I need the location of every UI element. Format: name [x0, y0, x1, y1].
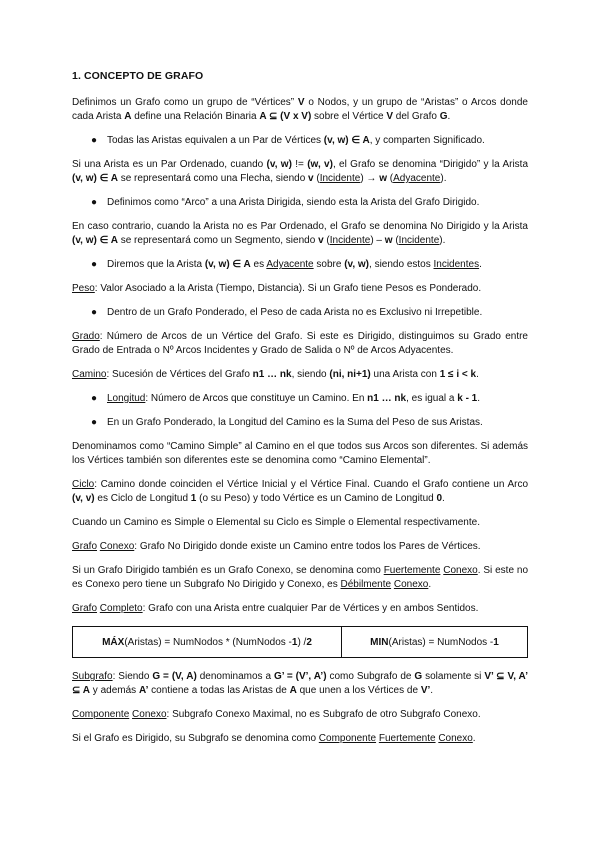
term: V — [386, 111, 393, 122]
underlined-term: Incidente — [319, 173, 361, 184]
formula-max-aristas — [73, 627, 342, 657]
term: (v, w) ∈ A — [323, 135, 370, 146]
paragraph-ciclo — [72, 478, 528, 506]
text: Si un Grafo Dirigido también es un Grafo Conexo, se denomina como — [72, 565, 384, 576]
paragraph-fuertemente-conexo — [72, 564, 528, 592]
text: se representará como un Segmento, siendo — [117, 235, 319, 246]
term: (v, w) — [344, 259, 370, 270]
text: : Subgrafo Conexo Maximal, no es Subgrafo de otro Subgrafo Conexo. — [166, 709, 481, 720]
term: v — [308, 173, 314, 184]
bullet-longitud-ponderado — [72, 416, 528, 430]
text: . Si este no es Conexo pero tiene un Subgrafo No Dirigido y Conexo, es — [72, 565, 529, 590]
paragraph-ciclo-simple: Cuando un Camino es Simple o Elemental su Ciclo es Simple o Elemental respectivamente. — [72, 517, 480, 528]
text: se representará como una Flecha, siendo — [117, 173, 309, 184]
text: solamente si — [422, 671, 485, 682]
paragraph-componente-fuertemente — [72, 732, 528, 746]
text: ( — [392, 235, 399, 246]
underlined-term: Conexo — [393, 579, 429, 590]
underlined-term: Grafo — [72, 603, 98, 614]
text: como Subgrafo de — [326, 671, 415, 682]
term: A — [289, 685, 297, 696]
term: w — [384, 235, 393, 246]
text: Dentro de un Grafo Ponderado, el Peso de cada Arista no es Exclusivo ni Irrepetible. — [107, 307, 483, 318]
text: : Número de Arcos que constituye un Camino. En — [145, 393, 368, 404]
text: . — [430, 685, 434, 696]
text: (o su Peso) y todo Vértice es un Camino de Longitud — [196, 493, 437, 504]
underlined-term: Conexo — [438, 733, 473, 744]
text: sobre el Vértice — [311, 111, 387, 122]
underlined-term: Conexo — [99, 541, 135, 552]
term: G’ = (V’, A’) — [273, 671, 327, 682]
bullet-dot-icon: ● — [91, 197, 98, 208]
text: : Número de Arcos de un Vértice del Grafo. Si este es Dirigido, distinguimos su Grado entre Grado de Entrada o Nº Arcos Incidentes y Grado de Salida o Nº de Arcos Adyacentes. — [72, 331, 528, 356]
text: es Ciclo de Longitud — [94, 493, 191, 504]
text: , es igual a — [406, 393, 458, 404]
underlined-term: Grado — [72, 331, 100, 342]
text: , el Grafo se denomina “Dirigido” y la Arista — [332, 159, 529, 170]
text: (Aristas) = NumNodos * (NumNodos - — [124, 636, 292, 648]
paragraph-dirigido — [72, 158, 528, 186]
text: . — [472, 733, 476, 744]
term: (v, w) ∈ A — [72, 173, 118, 184]
text: . — [477, 393, 481, 404]
term: 0 — [436, 493, 443, 504]
text: que unen a los Vértices de — [296, 685, 421, 696]
text: o Nodos, y un grupo de “Aristas” o Arcos donde cada Arista — [72, 97, 528, 122]
underlined-term: Conexo — [132, 709, 167, 720]
text: , y comparten Significado. — [369, 135, 485, 146]
term: 1 — [493, 636, 499, 648]
text: : Grafo con una Arista entre cualquier Par de Vértices y en ambos Sentidos. — [142, 603, 479, 614]
underlined-term: Débilmente — [340, 579, 392, 590]
text: . — [442, 493, 445, 504]
term: 1 — [190, 493, 197, 504]
text: define una Relación Binaria — [131, 111, 260, 122]
term: V — [297, 97, 305, 108]
text: ) – — [370, 235, 385, 246]
text: ) → — [360, 173, 380, 184]
text: . — [447, 111, 451, 122]
text: (Aristas) = NumNodos - — [388, 636, 494, 648]
paragraph-componente-conexo — [72, 708, 528, 722]
term: (w, v) — [307, 159, 333, 170]
text: Si el Grafo es Dirigido, su Subgrafo se denomina como — [72, 733, 319, 744]
bullet-ponderado — [72, 306, 528, 320]
paragraph-camino-simple: Denominamos como “Camino Simple” al Camino en el que todos sus Arcos son diferentes. Si además los Vértices también son diferentes este se denomina como “Camino Elemental”. — [72, 441, 528, 466]
term: 1 — [291, 636, 298, 648]
text: sobre — [313, 259, 345, 270]
text: Definimos un Grafo como un grupo de “Vértices” — [72, 97, 298, 108]
formula-min-aristas — [342, 627, 527, 657]
term: (v, w) — [266, 159, 292, 170]
formula-table — [72, 626, 528, 658]
bullet-dot-icon: ● — [91, 307, 98, 318]
bullet-dot-icon: ● — [91, 135, 98, 146]
underlined-term: Subgrafo — [72, 671, 113, 682]
paragraph-no-dirigido — [72, 220, 528, 248]
term: 2 — [306, 636, 312, 648]
section-title: 1. CONCEPTO DE GRAFO — [72, 70, 204, 82]
underlined-term: Completo — [99, 603, 143, 614]
text: != — [291, 159, 308, 170]
bullet-aristas — [72, 134, 528, 148]
text: ). — [439, 235, 446, 246]
paragraph-grafo-conexo — [72, 540, 528, 554]
term: V’ — [420, 685, 431, 696]
underlined-term: Fuertemente — [378, 733, 436, 744]
term: A — [124, 111, 132, 122]
term: v — [318, 235, 324, 246]
text: Si una Arista es un Par Ordenado, cuando — [72, 159, 267, 170]
underlined-term: Conexo — [443, 565, 478, 576]
underlined-term: Grafo — [72, 541, 98, 552]
underlined-term: Adyacente — [393, 173, 441, 184]
term: 1 ≤ i < k — [439, 369, 477, 380]
underlined-term: Componente — [318, 733, 377, 744]
term: V’ ⊆ V, A’ ⊆ A — [72, 671, 528, 696]
text: es — [250, 259, 267, 270]
underlined-term: Camino — [72, 369, 107, 380]
bullet-dot-icon: ● — [91, 393, 98, 404]
term: (v, v) — [72, 493, 95, 504]
text: Diremos que la Arista — [107, 259, 205, 270]
paragraph-definition — [72, 96, 528, 124]
text: En un Grafo Ponderado, la Longitud del Camino es la Suma del Peso de sus Aristas. — [107, 417, 483, 428]
text: denominamos a — [196, 671, 274, 682]
text: : Valor Asociado a la Arista (Tiempo, Distancia). Si un Grafo tiene Pesos es Ponderado. — [94, 283, 482, 294]
text: : Siendo — [112, 671, 153, 682]
term: (ni, ni+1) — [329, 369, 371, 380]
underlined-term: Ciclo — [72, 479, 95, 490]
text: : Grafo No Dirigido donde existe un Camino entre todos los Pares de Vértices. — [134, 541, 481, 552]
underlined-term: Fuertemente — [383, 565, 441, 576]
term: A’ — [138, 685, 149, 696]
paragraph-camino — [72, 368, 528, 382]
underlined-term: Peso — [72, 283, 95, 294]
text: y además — [90, 685, 139, 696]
underlined-term: Incidente — [329, 235, 371, 246]
text: ( — [323, 235, 330, 246]
underlined-term: Adyacente — [266, 259, 314, 270]
term: MIN — [370, 636, 389, 648]
paragraph-grado — [72, 330, 528, 358]
paragraph-subgrafo — [72, 670, 528, 698]
term: MÁX — [102, 636, 125, 648]
term: G = (V, A) — [152, 671, 197, 682]
text: ( — [313, 173, 320, 184]
bullet-dot-icon: ● — [91, 259, 98, 270]
text: del Grafo — [393, 111, 440, 122]
text: . — [428, 579, 432, 590]
underlined-term: Incidente — [398, 235, 440, 246]
term: k - 1 — [457, 393, 478, 404]
term: A ⊆ (V x V) — [259, 111, 312, 122]
bullet-adyacente — [72, 258, 528, 272]
bullet-dot-icon: ● — [91, 417, 98, 428]
text: . — [479, 259, 482, 270]
text: una Arista con — [370, 369, 440, 380]
text: contiene a todas las Aristas de — [148, 685, 290, 696]
text: , siendo estos — [369, 259, 434, 270]
text: , siendo — [291, 369, 330, 380]
term: G — [439, 111, 448, 122]
bullet-arco — [72, 196, 528, 210]
text: ( — [386, 173, 394, 184]
text: Definimos como “Arco” a una Arista Dirigida, siendo esta la Arista del Grafo Dirigido. — [107, 197, 480, 208]
text: ). — [440, 173, 447, 184]
text: : Sucesión de Vértices del Grafo — [106, 369, 253, 380]
term: (v, w) ∈ A — [72, 235, 118, 246]
underlined-term: Incidentes — [433, 259, 480, 270]
paragraph-peso — [72, 282, 528, 296]
text: En caso contrario, cuando la Arista no es Par Ordenado, el Grafo se denomina No Dirigido y la Arista — [72, 221, 528, 232]
underlined-term: Componente — [72, 709, 130, 720]
term: (v, w) ∈ A — [204, 259, 251, 270]
term: w — [379, 173, 387, 184]
paragraph-grafo-completo — [72, 602, 528, 616]
term: G — [414, 671, 423, 682]
term: n1 … nk — [367, 393, 407, 404]
text: Todas las Aristas equivalen a un Par de Vértices — [107, 135, 324, 146]
bullet-longitud — [72, 392, 528, 406]
text: : Camino donde coinciden el Vértice Inicial y el Vértice Final. Cuando el Grafo contiene un Arco — [94, 479, 528, 490]
underlined-term: Longitud — [107, 393, 146, 404]
term: n1 … nk — [252, 369, 292, 380]
text: ) / — [297, 636, 307, 648]
text: . — [476, 369, 479, 380]
